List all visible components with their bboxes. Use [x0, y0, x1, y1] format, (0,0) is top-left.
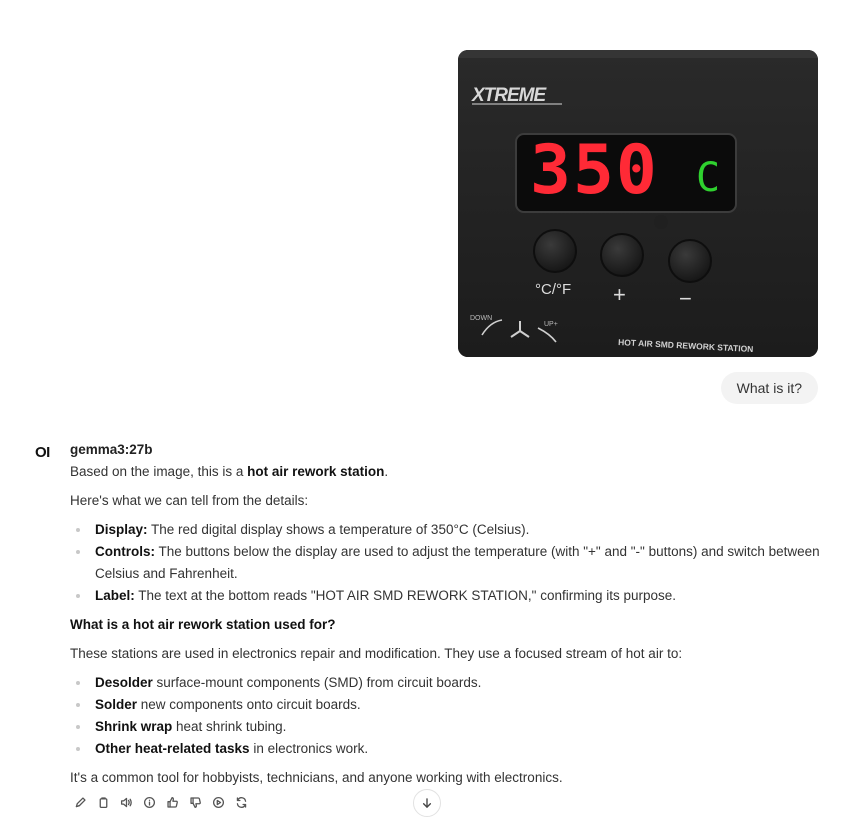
fan-up-label: UP+: [544, 321, 558, 328]
brand-logo: XTREME: [472, 85, 546, 106]
thumbs-up-icon: [166, 796, 179, 809]
section-heading: What is a hot air rework station used for?: [70, 617, 336, 632]
button-label-minus: −: [679, 286, 692, 311]
read-aloud-button[interactable]: [118, 794, 135, 811]
list-item: Display: The red digital display shows a temperature of 350°C (Celsius).: [70, 519, 830, 541]
user-message-bubble: [721, 372, 818, 404]
regenerate-icon: [235, 796, 248, 809]
intro-paragraph: Based on the image, this is a hot air rework station.: [70, 464, 389, 479]
display-unit: C: [696, 155, 721, 201]
continue-response-button[interactable]: [210, 794, 227, 811]
read-aloud-icon: [120, 796, 133, 809]
assistant-response: [70, 461, 830, 789]
thumbs-down-icon: [189, 796, 202, 809]
regenerate-button[interactable]: [233, 794, 250, 811]
model-name: gemma3:27b: [70, 442, 153, 457]
user-uploaded-image[interactable]: [458, 50, 818, 357]
intro-highlight: hot air rework station: [247, 464, 385, 479]
uses-list: [70, 672, 830, 760]
uses-lead: These stations are used in electronics repair and modification. They use a focused stream of hot air to:: [70, 646, 683, 661]
continue-icon: [212, 796, 225, 809]
details-list: [70, 519, 830, 607]
list-item: Label: The text at the bottom reads "HOT AIR SMD REWORK STATION," confirming its purpose.: [70, 585, 830, 607]
display-digits: 350: [530, 131, 659, 210]
arrow-down-icon: [421, 797, 433, 809]
list-item: Controls: The buttons below the display are used to adjust the temperature (with "+" and "-" buttons) and switch between Celsius and Fahrenheit.: [70, 541, 830, 585]
temp-unit-knob: [534, 230, 576, 272]
thumbs-up-button[interactable]: [164, 794, 181, 811]
button-label-unit: °C/°F: [535, 281, 572, 298]
list-item: Shrink wrap heat shrink tubing.: [70, 716, 830, 738]
button-label-plus: +: [613, 282, 626, 307]
info-button[interactable]: [141, 794, 158, 811]
plus-knob: [601, 234, 643, 276]
details-lead: Here's what we can tell from the details:: [70, 493, 309, 508]
copy-button[interactable]: [95, 794, 112, 811]
list-item: Solder new components onto circuit boards.: [70, 694, 830, 716]
info-icon: [143, 796, 156, 809]
list-item: Desolder surface-mount components (SMD) from circuit boards.: [70, 672, 830, 694]
rework-station-photo: [458, 50, 818, 357]
user-message-text: What is it?: [736, 380, 802, 396]
edit-icon: [74, 796, 87, 809]
message-action-toolbar: [72, 794, 250, 811]
panel-text: HOT AIR SMD REWORK STATION: [617, 337, 754, 355]
minus-knob: [669, 240, 711, 282]
copy-icon: [97, 796, 110, 809]
thumbs-down-button[interactable]: [187, 794, 204, 811]
edit-button[interactable]: [72, 794, 89, 811]
fan-down-label: DOWN: [470, 315, 493, 322]
list-item: Other heat-related tasks in electronics work.: [70, 738, 830, 760]
model-avatar: OI: [35, 444, 50, 461]
closing-paragraph: It's a common tool for hobbyists, technicians, and anyone working with electronics.: [70, 770, 563, 785]
scroll-to-bottom-button[interactable]: [413, 789, 441, 817]
